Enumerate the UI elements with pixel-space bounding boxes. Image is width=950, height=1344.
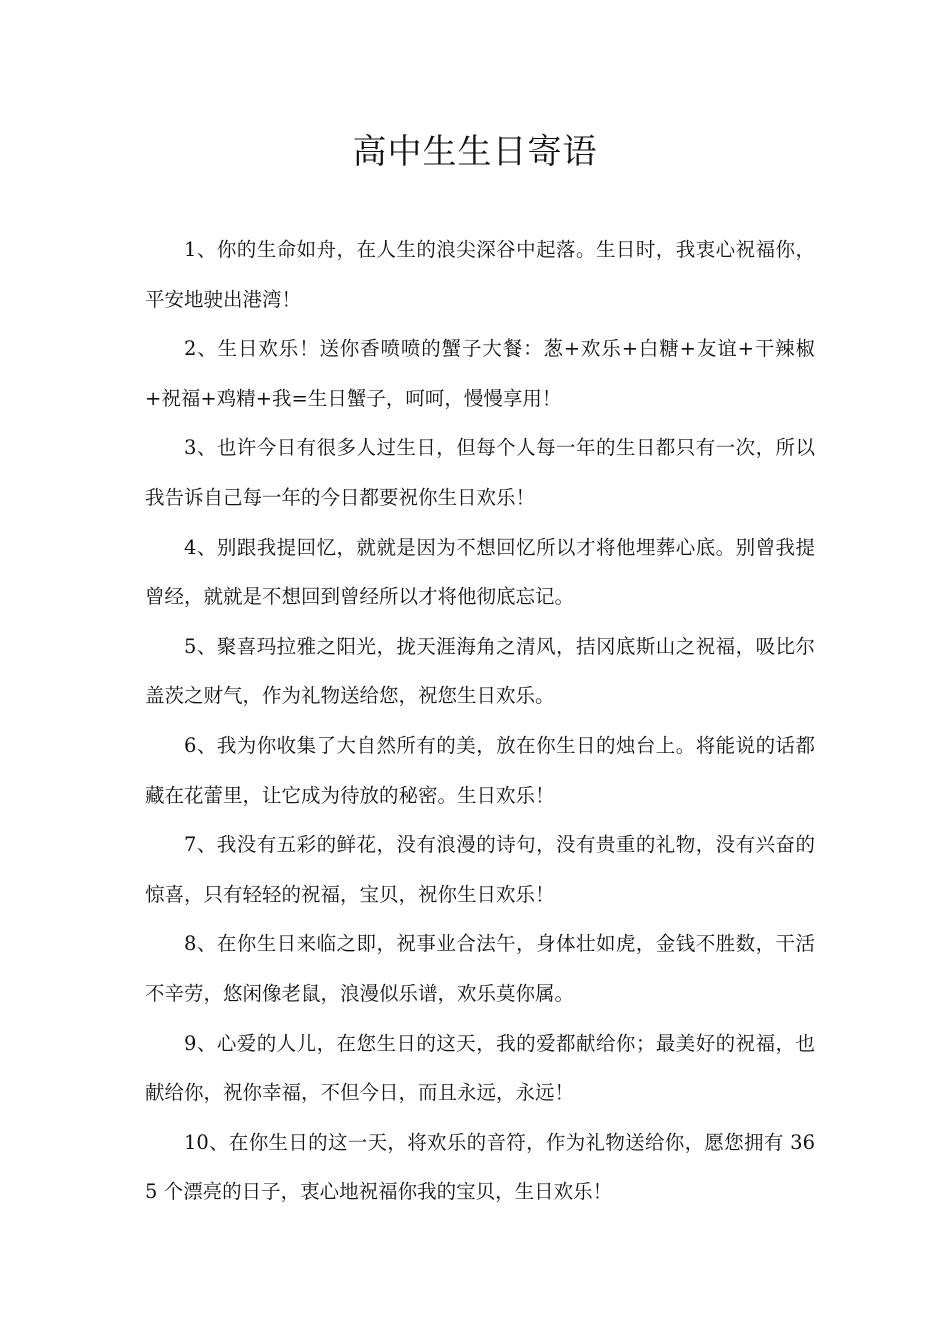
paragraph-3: 3、也许今日有很多人过生日，但每个人每一年的生日都只有一次，所以我告诉自己每一年的今日都要祝你生日欢乐！ <box>145 436 815 509</box>
paragraph-6: 6、我为你收集了大自然所有的美，放在你生日的烛台上。将能说的话都藏在花蕾里，让它成为待放的秘密。生日欢乐！ <box>145 733 815 807</box>
paragraph-1: 1、你的生命如舟，在人生的浪尖深谷中起落。生日时，我衷心祝福你，平安地驶出港湾！ <box>145 238 815 311</box>
paragraph-5: 5、聚喜玛拉雅之阳光，拢天涯海角之清风，拮冈底斯山之祝福，吸比尔盖茨之财气，作为礼物送给您，祝您生日欢乐。 <box>145 634 815 708</box>
paragraph-10: 10、在你生日的这一天，将欢乐的音符，作为礼物送给你，愿您拥有 365 个漂亮的日子，衷心地祝福你我的宝贝，生日欢乐！ <box>145 1130 815 1204</box>
paragraph-9: 9、心爱的人儿，在您生日的这天，我的爱都献给你；最美好的祝福，也献给你，祝你幸福，不但今日，而且永远，永远！ <box>145 1031 815 1105</box>
paragraph-7: 7、我没有五彩的鲜花，没有浪漫的诗句，没有贵重的礼物，没有兴奋的惊喜，只有轻轻的祝福，宝贝，祝你生日欢乐！ <box>145 833 815 906</box>
paragraph-8: 8、在你生日来临之即，祝事业合法午，身体壮如虎，金钱不胜数，干活不辛劳，悠闲像老鼠，浪漫似乐谱，欢乐莫你属。 <box>145 932 815 1005</box>
paragraph-4: 4、别跟我提回忆，就就是因为不想回忆所以才将他埋葬心底。别曾我提曾经，就就是不想回到曾经所以才将他彻底忘记。 <box>145 535 815 609</box>
page-title: 高中生生日寄语 <box>352 132 598 172</box>
paragraph-2: 2、生日欢乐！送你香喷喷的蟹子大餐：葱+欢乐+白糖+友谊+干辣椒+祝福+鸡精+我=生日蟹子，呵呵，慢慢享用！ <box>145 337 815 410</box>
document-body <box>145 225 815 1217</box>
